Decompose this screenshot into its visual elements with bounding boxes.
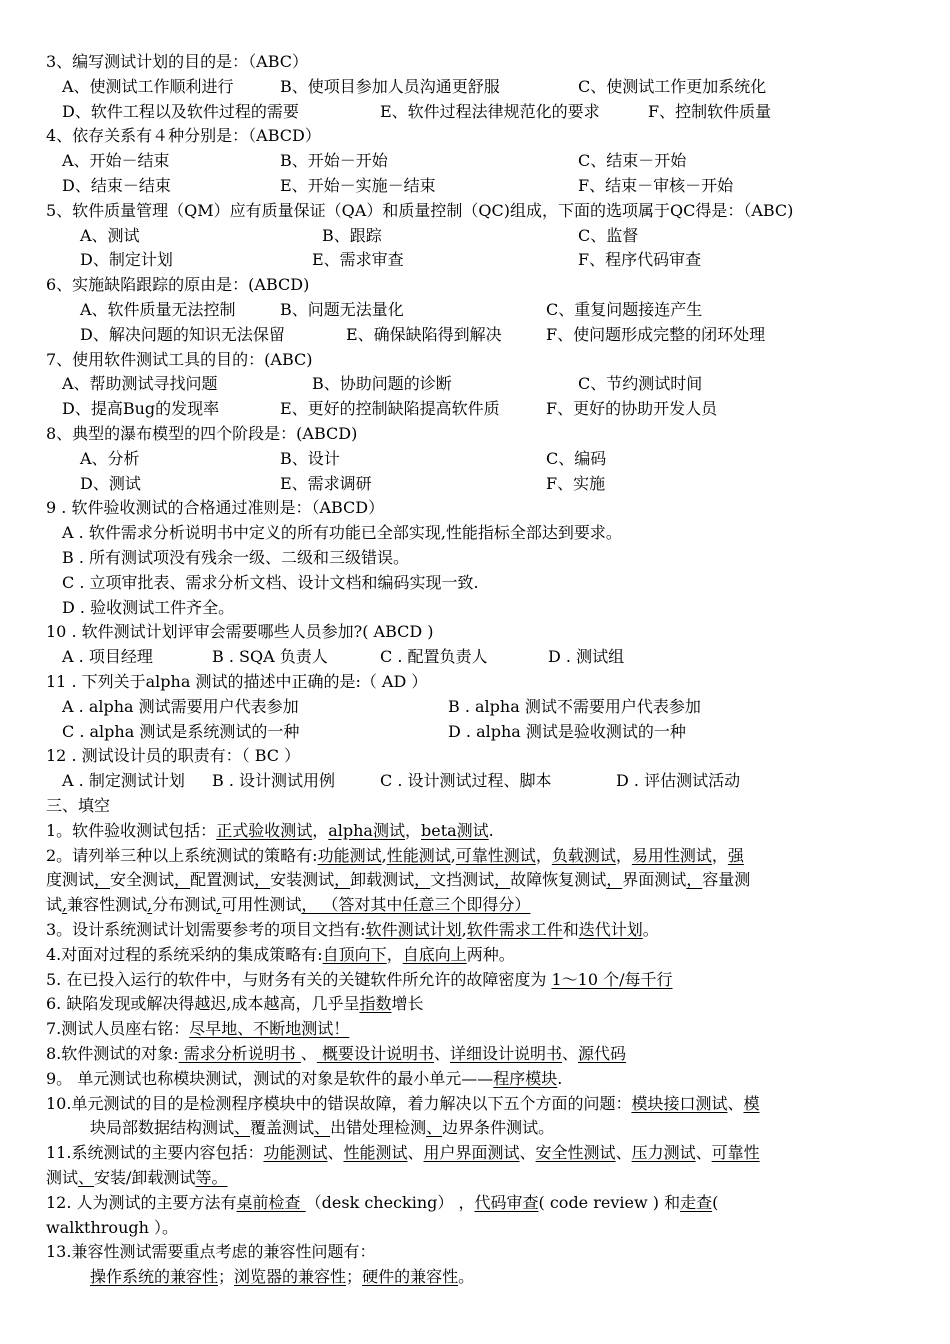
answer-blank: ， [174, 870, 191, 890]
answer-blank: ， [254, 870, 271, 890]
answer-blank: 自底向上 [402, 944, 467, 964]
question-text: . [557, 1068, 563, 1088]
option-item: B、协助问题的诊断 [312, 374, 452, 394]
fill-line-6 [46, 992, 423, 1017]
question-text: 、 [300, 1044, 317, 1063]
question-stem: 4、依存关系有４种分别是：（ABCD） [46, 126, 321, 146]
question-text: 、 [433, 1044, 450, 1063]
fill-line-2-cont [46, 893, 530, 918]
answer-blank: , [62, 895, 68, 915]
question-text: ( code review ) 和 [538, 1192, 681, 1212]
criteria-item: D . 验收测试工件齐全。 [62, 597, 235, 617]
question-stem: 11 . 下列关于alpha 测试的描述中正确的是:（ AD ） [46, 672, 428, 691]
criteria-item: C . 立项审批表、需求分析文档、设计文档和编码实现一致. [62, 572, 479, 592]
option-item: E、开始－实施－结束 [280, 176, 436, 195]
question-text: ( [712, 1192, 719, 1212]
question-stem: 3、编写测试计划的目的是：（ABC） [46, 52, 309, 71]
question-text: ， [386, 944, 403, 964]
option-item: C . alpha 测试是系统测试的一种 [62, 721, 300, 741]
question-text: 安装/卸载测试 [94, 1168, 196, 1187]
fill-line-12 [46, 1191, 718, 1216]
fill-line-11-cont [46, 1166, 227, 1191]
question-text: 9。 单元测试也称模块测试，测试的对象是软件的最小单元—— [46, 1068, 494, 1088]
answer-blank: 代码审查 [474, 1192, 539, 1212]
question-text: . [488, 820, 494, 840]
answer-blank: , [147, 895, 153, 915]
option-item: D、测试 [80, 473, 141, 493]
question-text: ， [535, 845, 552, 865]
question-text: 增长 [391, 994, 424, 1014]
answer-blank: 1～10 个/每千行 [551, 969, 673, 989]
question-text: 2。请列举三种以上系统测试的策略有: [46, 845, 318, 865]
question-text: 6. 缺陷发现或解决得越迟,成本越高，几乎呈 [46, 994, 360, 1014]
question-text: 配置测试 [190, 870, 255, 890]
question-text: 界面测试 [622, 870, 687, 890]
option-item: B、开始－开始 [280, 151, 388, 171]
option-item: D、解决问题的知识无法保留 [80, 324, 285, 344]
answer-blank: 易用性测试 [631, 845, 712, 865]
answer-blank: ， [494, 870, 511, 890]
option-item: A、帮助测试寻找问题 [62, 374, 218, 394]
question-text: 安装测试 [270, 870, 335, 890]
answer-blank: ， [606, 870, 623, 890]
option-item: E、确保缺陷得到解决 [346, 324, 502, 344]
option-item: C、监督 [578, 225, 639, 245]
criteria-item: A . 软件需求分析说明书中定义的所有功能已全部实现,性能指标全部达到要求。 [62, 523, 622, 543]
question-text: 卸载测试 [350, 870, 415, 890]
answer-blank: 走查 [680, 1192, 713, 1212]
question-text: 、 [407, 1143, 424, 1163]
fill-line-8 [46, 1042, 626, 1067]
answer-blank: 软件需求工件 [466, 920, 563, 939]
option-item: B . SQA 负责人 [212, 647, 328, 667]
option-item: C . 设计测试过程、脚本 [380, 771, 552, 791]
option-item: A、软件质量无法控制 [80, 300, 236, 319]
answer-blank: 用户界面测试 [423, 1143, 520, 1163]
option-item: F、程序代码审查 [578, 250, 702, 270]
option-item: D . 评估测试活动 [616, 771, 741, 791]
question-text: ， [404, 820, 421, 840]
answer-blank: 迭代计划 [578, 920, 643, 939]
option-item: A . 制定测试计划 [62, 771, 185, 791]
question-text: 试 [46, 895, 63, 915]
answer-blank: 尽早地、不断地测试！ [189, 1019, 350, 1039]
fill-line-12-cont [46, 1216, 178, 1241]
option-item: F、使问题形成完整的闭环处理 [546, 324, 766, 344]
question-stem: 12 . 测试设计员的职责有：（ BC ） [46, 746, 301, 766]
question-stem: 10 . 软件测试计划评审会需要哪些人员参加?( ABCD ) [46, 622, 434, 642]
fill-line-7 [46, 1017, 349, 1042]
question-text: 测试 [46, 1168, 79, 1187]
question-text: 、 [727, 1093, 744, 1113]
answer-blank: 功能测试 [317, 845, 382, 865]
answer-blank: 功能测试 [263, 1143, 328, 1163]
option-item: E、更好的控制缺陷提高软件质 [280, 399, 500, 419]
question-text: 文挡测试 [430, 870, 495, 890]
answer-blank: 自顶向下 [322, 944, 387, 964]
answer-blank: ， [686, 870, 703, 890]
fill-line-5 [46, 968, 672, 993]
answer-blank: ， [334, 870, 351, 890]
fill-line-2 [46, 844, 744, 869]
option-item: C、编码 [546, 448, 607, 468]
answer-blank: 可靠性测试 [455, 845, 536, 865]
option-item: B、跟踪 [322, 225, 382, 245]
question-text: 、 [615, 1143, 632, 1163]
answer-blank: 桌前检查 [236, 1192, 306, 1212]
answer-blank: 负载测试 [551, 845, 616, 865]
answer-blank: 操作系统的兼容性 [90, 1267, 219, 1287]
question-text: 安全测试 [110, 870, 175, 890]
option-item: D、结束－结束 [62, 176, 171, 195]
question-text: 5. 在已投入运行的软件中，与财务有关的关键软件所允许的故障密度为 [46, 969, 552, 989]
answer-blank: 软件测试计划 [365, 920, 462, 939]
answer-blank: 、 [314, 1118, 331, 1138]
fill-line-10 [46, 1092, 760, 1117]
option-item: A、分析 [80, 448, 140, 468]
answer-blank: beta测试 [420, 820, 489, 840]
option-item: B、设计 [280, 448, 340, 468]
section-title: 三、填空 [46, 796, 111, 815]
question-stem: 6、实施缺陷跟踪的原由是：(ABCD) [46, 275, 310, 295]
option-item: F、结束－审核－开始 [578, 176, 734, 195]
option-item: D . alpha 测试是验收测试的一种 [448, 721, 686, 741]
fill-line-2-cont [46, 868, 750, 893]
option-item: D、制定计划 [80, 250, 173, 270]
question-text: 、 [327, 1143, 344, 1163]
question-text: 分布测试 [152, 895, 217, 915]
question-text: 7.测试人员座右铭： [46, 1019, 190, 1039]
question-text: 和 [562, 920, 579, 939]
answer-blank: 浏览器的兼容性 [234, 1267, 347, 1287]
option-item: C、节约测试时间 [578, 374, 703, 394]
answer-blank: 性能测试 [343, 1143, 408, 1163]
option-item: E、需求调研 [280, 473, 372, 493]
answer-blank: ， [94, 870, 111, 890]
option-item: B、使项目参加人员沟通更舒服 [280, 76, 500, 96]
question-text: , [450, 845, 456, 865]
question-text: 可用性测试 [221, 895, 302, 915]
question-text: ， [312, 820, 329, 840]
question-text: 4.对面对过程的系统采纳的集成策略有: [46, 944, 323, 964]
question-text: walkthrough ）。 [46, 1217, 179, 1237]
question-text: 、 [695, 1143, 712, 1163]
question-text: 容量测 [702, 870, 751, 890]
fill-line-4 [46, 943, 515, 968]
question-text: 13.兼容性测试需要重点考虑的兼容性问题有： [46, 1242, 376, 1262]
question-text: 3。设计系统测试计划需要参考的项目文挡有: [46, 920, 366, 939]
answer-blank: ， [414, 870, 431, 890]
answer-blank: 源代码 [578, 1044, 627, 1063]
option-item: C . 配置负责人 [380, 647, 488, 667]
question-text: 8.软件测试的对象: [46, 1044, 179, 1063]
option-item: D、软件工程以及软件过程的需要 [62, 101, 299, 121]
answer-blank: 程序模块 [493, 1068, 558, 1088]
answer-blank: 指数 [359, 994, 392, 1014]
question-text: , [381, 845, 387, 865]
question-text: 。 [458, 1267, 475, 1287]
option-item: D、提高Bug的发现率 [62, 399, 220, 419]
question-stem: 7、使用软件测试工具的目的：(ABC) [46, 349, 313, 369]
answer-blank: 、 [78, 1168, 95, 1187]
fill-line-13 [46, 1240, 375, 1265]
answer-blank: 可靠性 [711, 1143, 760, 1163]
answer-blank: 等。 [195, 1168, 228, 1187]
answer-blank: 压力测试 [631, 1143, 696, 1163]
answer-blank: 、 [234, 1118, 251, 1138]
question-text: 两种。 [466, 944, 515, 964]
option-item: A、使测试工作顺利进行 [62, 76, 234, 96]
option-item: C、使测试工作更加系统化 [578, 76, 767, 96]
question-text: 兼容性测试 [67, 895, 148, 915]
question-text: 度测试 [46, 870, 95, 890]
answer-blank: ， （答对其中任意三个即得分） [301, 895, 531, 915]
question-text: 、 [519, 1143, 536, 1163]
option-item: F、更好的协助开发人员 [546, 399, 718, 419]
question-stem: 5、软件质量管理（QM）应有质量保证（QA）和质量控制（QC)组成，下面的选项属于QC得是：（ABC) [46, 200, 794, 220]
question-text: 。 [642, 920, 659, 939]
answer-blank: 模块接口测试 [631, 1093, 728, 1113]
answer-blank: alpha测试 [328, 820, 405, 840]
option-item: B . alpha 测试不需要用户代表参加 [448, 696, 701, 716]
fill-line-1 [46, 819, 494, 844]
question-text: ； [218, 1267, 235, 1287]
option-item: F、控制软件质量 [648, 101, 772, 121]
question-text: ， [711, 845, 728, 865]
fill-line-13-cont [90, 1265, 474, 1290]
question-text: 块局部数据结构测试 [90, 1118, 235, 1138]
option-item: F、实施 [546, 473, 606, 493]
answer-blank: 需求分析说明书 [178, 1044, 301, 1063]
option-item: D . 测试组 [548, 647, 625, 667]
option-item: E、软件过程法律规范化的要求 [380, 101, 600, 121]
answer-blank: 概要设计说明书 [316, 1044, 434, 1063]
option-item: A、开始－结束 [62, 151, 170, 171]
answer-blank: 性能测试 [386, 845, 451, 865]
question-text: 10.单元测试的目的是检测程序模块中的错误故障，着力解决以下五个方面的问题： [46, 1093, 632, 1113]
question-text: （desk checking） ， [305, 1192, 475, 1212]
question-text: 出错处理检测 [330, 1118, 427, 1138]
answer-blank: 、 [426, 1118, 443, 1138]
answer-blank: 详细设计说明书 [449, 1044, 562, 1063]
question-text: 12. 人为测试的主要方法有 [46, 1192, 237, 1212]
question-text: ； [346, 1267, 363, 1287]
answer-blank: 模 [743, 1093, 760, 1113]
question-text: 11.系统测试的主要内容包括： [46, 1143, 264, 1163]
option-item: C、重复问题接连产生 [546, 300, 703, 319]
question-stem: 9 . 软件验收测试的合格通过准则是：（ABCD） [46, 498, 385, 518]
fill-line-3 [46, 918, 659, 943]
question-stem: 8、典型的瀑布模型的四个阶段是：(ABCD) [46, 424, 358, 443]
fill-line-9 [46, 1067, 562, 1092]
option-item: A . alpha 测试需要用户代表参加 [62, 696, 299, 716]
question-text: 1。软件验收测试包括： [46, 820, 217, 840]
answer-blank: 硬件的兼容性 [362, 1267, 459, 1287]
answer-blank: , [216, 895, 222, 915]
option-item: A . 项目经理 [62, 647, 153, 667]
answer-blank: 强 [727, 845, 744, 865]
option-item: C、结束－开始 [578, 151, 687, 171]
answer-blank: 正式验收测试 [216, 820, 313, 840]
question-text: 故障恢复测试 [510, 870, 607, 890]
criteria-item: B . 所有测试项没有残余一级、二级和三级错误。 [62, 548, 410, 567]
question-text: 、 [562, 1044, 579, 1063]
fill-line-11 [46, 1141, 760, 1166]
option-item: A、测试 [80, 225, 140, 245]
option-item: E、需求审查 [312, 250, 404, 270]
question-text: , [461, 920, 467, 939]
question-text: 覆盖测试 [250, 1118, 315, 1138]
question-text: 边界条件测试。 [442, 1118, 555, 1138]
option-item: B . 设计测试用例 [212, 771, 336, 791]
option-item: B、问题无法量化 [280, 300, 404, 319]
question-text: ， [615, 845, 632, 865]
answer-blank: 安全性测试 [535, 1143, 616, 1163]
fill-line-10-cont [90, 1116, 554, 1141]
